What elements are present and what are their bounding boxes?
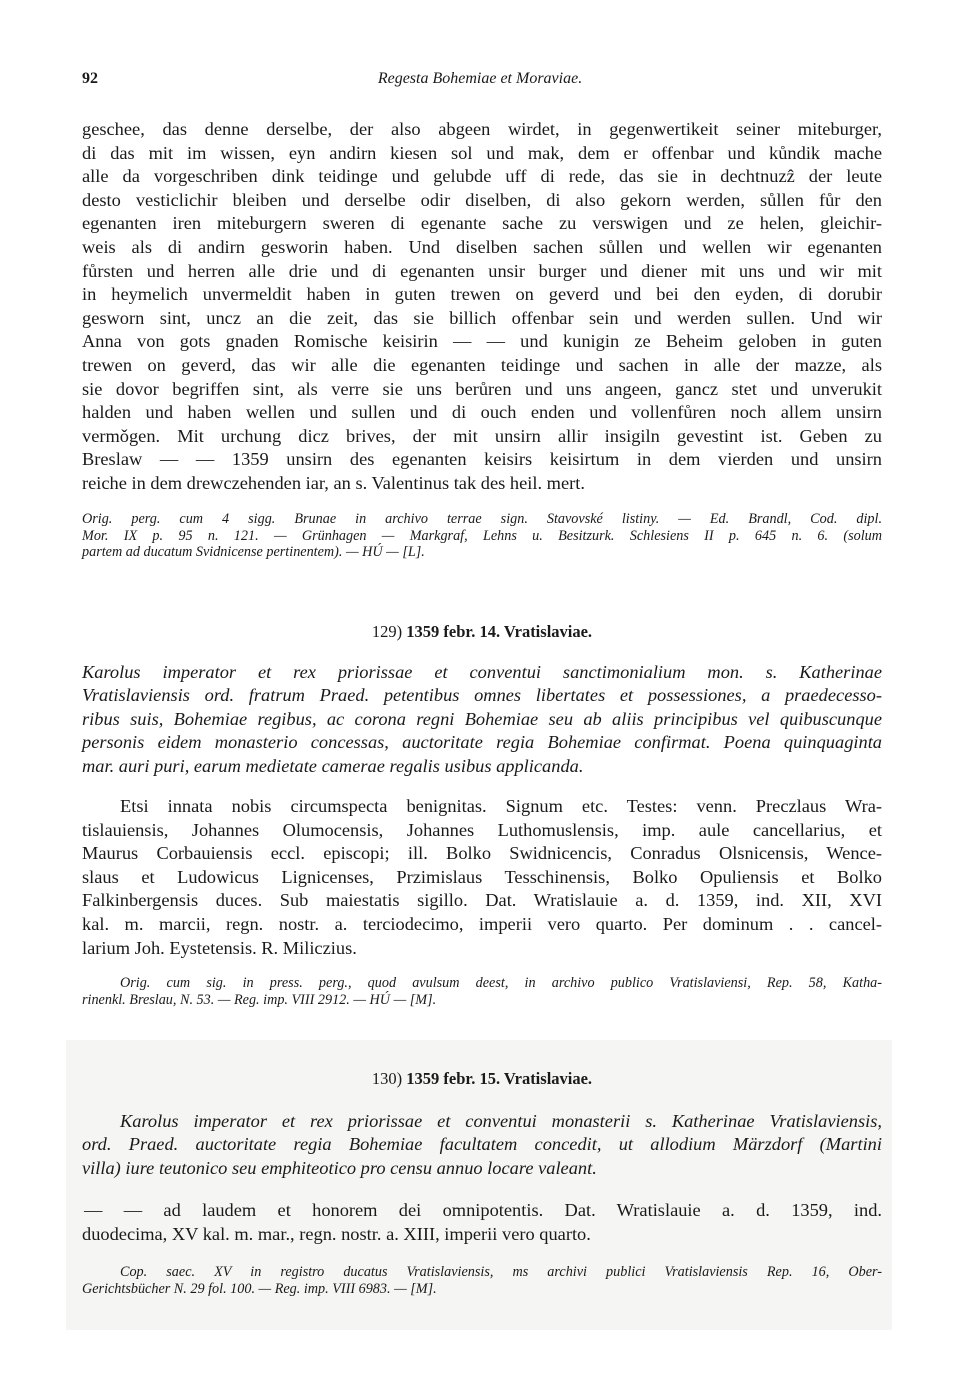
text-line: larium Joh. Eystetensis. R. Miliczius. (82, 937, 357, 958)
text-line: trewen on geverd, das wir alle die egenanten teidinge und sachen in alle der mazze, als (82, 354, 882, 375)
regest-line: ord. Praed. auctoritate regia Bohemiae facultatem concedit, ut allodium Märzdorf (Martini (82, 1134, 882, 1155)
page-number: 92 (82, 70, 98, 87)
text-line: Maurus Corbauiensis eccl. episcopi; ill. Bolko Swidnicencis, Conradus Olsnicensis, Wence- (82, 843, 882, 864)
regest-line: villa) iure teutonico seu emphiteotico pro censu annuo locare valeant. (82, 1157, 597, 1178)
text-line: geschee, das denne derselbe, der also abgeen wirdet, in gegenwertikeit seiner miteburger, (82, 119, 882, 139)
text-line: reiche in dem drewczehenden iar, an s. Valentinus tak des heil. mert. (82, 472, 585, 493)
text-line: kal. m. marcii, regn. nostr. a. terciodecimo, imperii vero quarto. Per dominum . . cancel- (82, 913, 882, 934)
text-line: slaus et Ludowicus Lignicenses, Przimislaus Tesschinensis, Bolko Opuliensis et Bolko (82, 866, 882, 887)
charter-128-source-note (82, 511, 882, 561)
text-line: — — ad laudem et honorem dei omnipotentis. Dat. Wratislauie a. d. 1359, ind. (84, 1200, 882, 1220)
text-line: Breslaw — — 1359 unsirn des egenanten keisirs keisirtum in dem vierden und unsirn (82, 449, 882, 470)
charter-129-text (82, 795, 882, 960)
charter-number: 129) (371, 622, 403, 641)
charter-130-heading (82, 1069, 882, 1089)
text-line: in heymelich unvermeldit haben in guten trewen on geverd und bei den eyden, di dorubir (82, 284, 882, 305)
charter-number: 130) (371, 1069, 403, 1088)
charter-129-heading (82, 622, 882, 642)
text-line: duodecima, XV kal. m. mar., regn. nostr. a. XIII, imperii vero quarto. (82, 1223, 591, 1244)
text-line: di das mit im wissen, eyn andirn kiesen sol und mak, dem er offenbar und kůndik mache (82, 142, 882, 163)
text-line: Anna von gots gnaden Romische keisirin — — und kunigin ze Beheim geloben in guten (82, 331, 882, 352)
charter-130-source-note (82, 1264, 882, 1297)
text-line: halden und haben wellen und sullen und di ouch enden und vollenfůren noch allem unsirn (82, 402, 882, 423)
charter-date-place: 1359 febr. 14. Vratislaviae. (406, 622, 593, 641)
charter-128-text (82, 118, 882, 496)
text-line: sie dovor begriffen sint, als verre sie uns berůren und uns angeen, gancz stet und unverukit (82, 378, 882, 399)
regest-line: personis eidem monasterio concessas, auctoritate regia Bohemiae confirmat. Poena quinquaginta (82, 732, 882, 753)
charter-130-regest (82, 1110, 882, 1180)
charter-130-text (82, 1199, 882, 1246)
note-line: partem ad ducatum Svidnicense pertinentem). — HÚ — [L]. (82, 544, 425, 561)
note-line: Orig. perg. cum 4 sigg. Brunae in archivo terrae sign. Stavovské listiny. — Ed. Brandl, Cod. dipl. (82, 511, 882, 527)
note-line: Cop. saec. XV in registro ducatus Vratislaviensis, ms archivi publici Vratislaviensis Rep. 16, Ober- (120, 1264, 882, 1280)
regest-line: mar. auri puri, earum medietate camerae regalis usibus applicanda. (82, 755, 584, 776)
text-line: gesworn sint, uncz an die zeit, das sie billich offenbar sein und werden sullen. Und wir (82, 307, 882, 328)
running-title: Regesta Bohemiae et Moraviae. (377, 70, 583, 87)
charter-129-regest (82, 661, 882, 778)
regest-line: Karolus imperator et rex priorissae et conventui sanctimonialium mon. s. Katherinae (82, 662, 882, 682)
note-line: Gerichtsbücher N. 29 fol. 100. — Reg. imp. VIII 6983. — [M]. (82, 1280, 437, 1297)
note-line: Mor. IX p. 95 n. 121. — Grünhagen — Markgraf, Lehns u. Besitzurk. Schlesiens II p. 645 n. 6. (solum (82, 527, 882, 544)
regest-line: ribus suis, Bohemiae regibus, ac corona regni Bohemiae seu ab aliis principibus vel quibuscunque (82, 708, 882, 729)
text-line: alle da vorgeschriben dink teidinge und gelubde uff di rede, das sie in dechtnuzẑ der leute (82, 166, 882, 187)
text-line: fůrsten und herren alle drie und di egenanten unsir burger und diener mit uns und wir mit (82, 260, 882, 281)
charter-date-place: 1359 febr. 15. Vratislaviae. (406, 1069, 593, 1088)
charter-129-source-note (82, 975, 882, 1008)
note-line: rinenkl. Breslau, N. 53. — Reg. imp. VIII 2912. — HÚ — [M]. (82, 991, 437, 1008)
text-line: vermǒgen. Mit urchung dicz brives, der mit unsirn allir insigiln gevestint ist. Geben zu (82, 425, 882, 446)
page-header (82, 70, 878, 92)
text-line: weis als di andirn gesworin haben. Und diselben sachen sůllen und wellen wir egenanten (82, 236, 882, 257)
note-line: Orig. cum sig. in press. perg., quod avulsum deest, in archivo publico Vratislaviensi, Rep. 58, Katha- (120, 975, 882, 991)
text-line: egenanten iren miteburgern sweren di egenante sache zu verswigen und ze helen, gleichir- (82, 213, 882, 234)
text-line: Falkinbergensis duces. Sub maiestatis sigillo. Dat. Wratislauie a. d. 1359, ind. XII, XVI (82, 890, 882, 911)
text-line: Etsi innata nobis circumspecta benignitas. Signum etc. Testes: venn. Preczlaus Wra- (120, 796, 882, 816)
regest-line: Karolus imperator et rex priorissae et conventui monasterii s. Katherinae Vratislaviensis, (120, 1111, 882, 1131)
text-line: desto vesticlichir bleiben und derselbe odir diselben, di also gekorn werden, sůllen fůr den (82, 189, 882, 210)
text-line: tislauiensis, Johannes Olumocensis, Johannes Luthomuslensis, imp. aule cancellarius, et (82, 819, 882, 840)
regest-line: Vratislaviensis ord. fratrum Praed. petentibus omnes libertates et possessiones, a praedecesso- (82, 685, 882, 706)
